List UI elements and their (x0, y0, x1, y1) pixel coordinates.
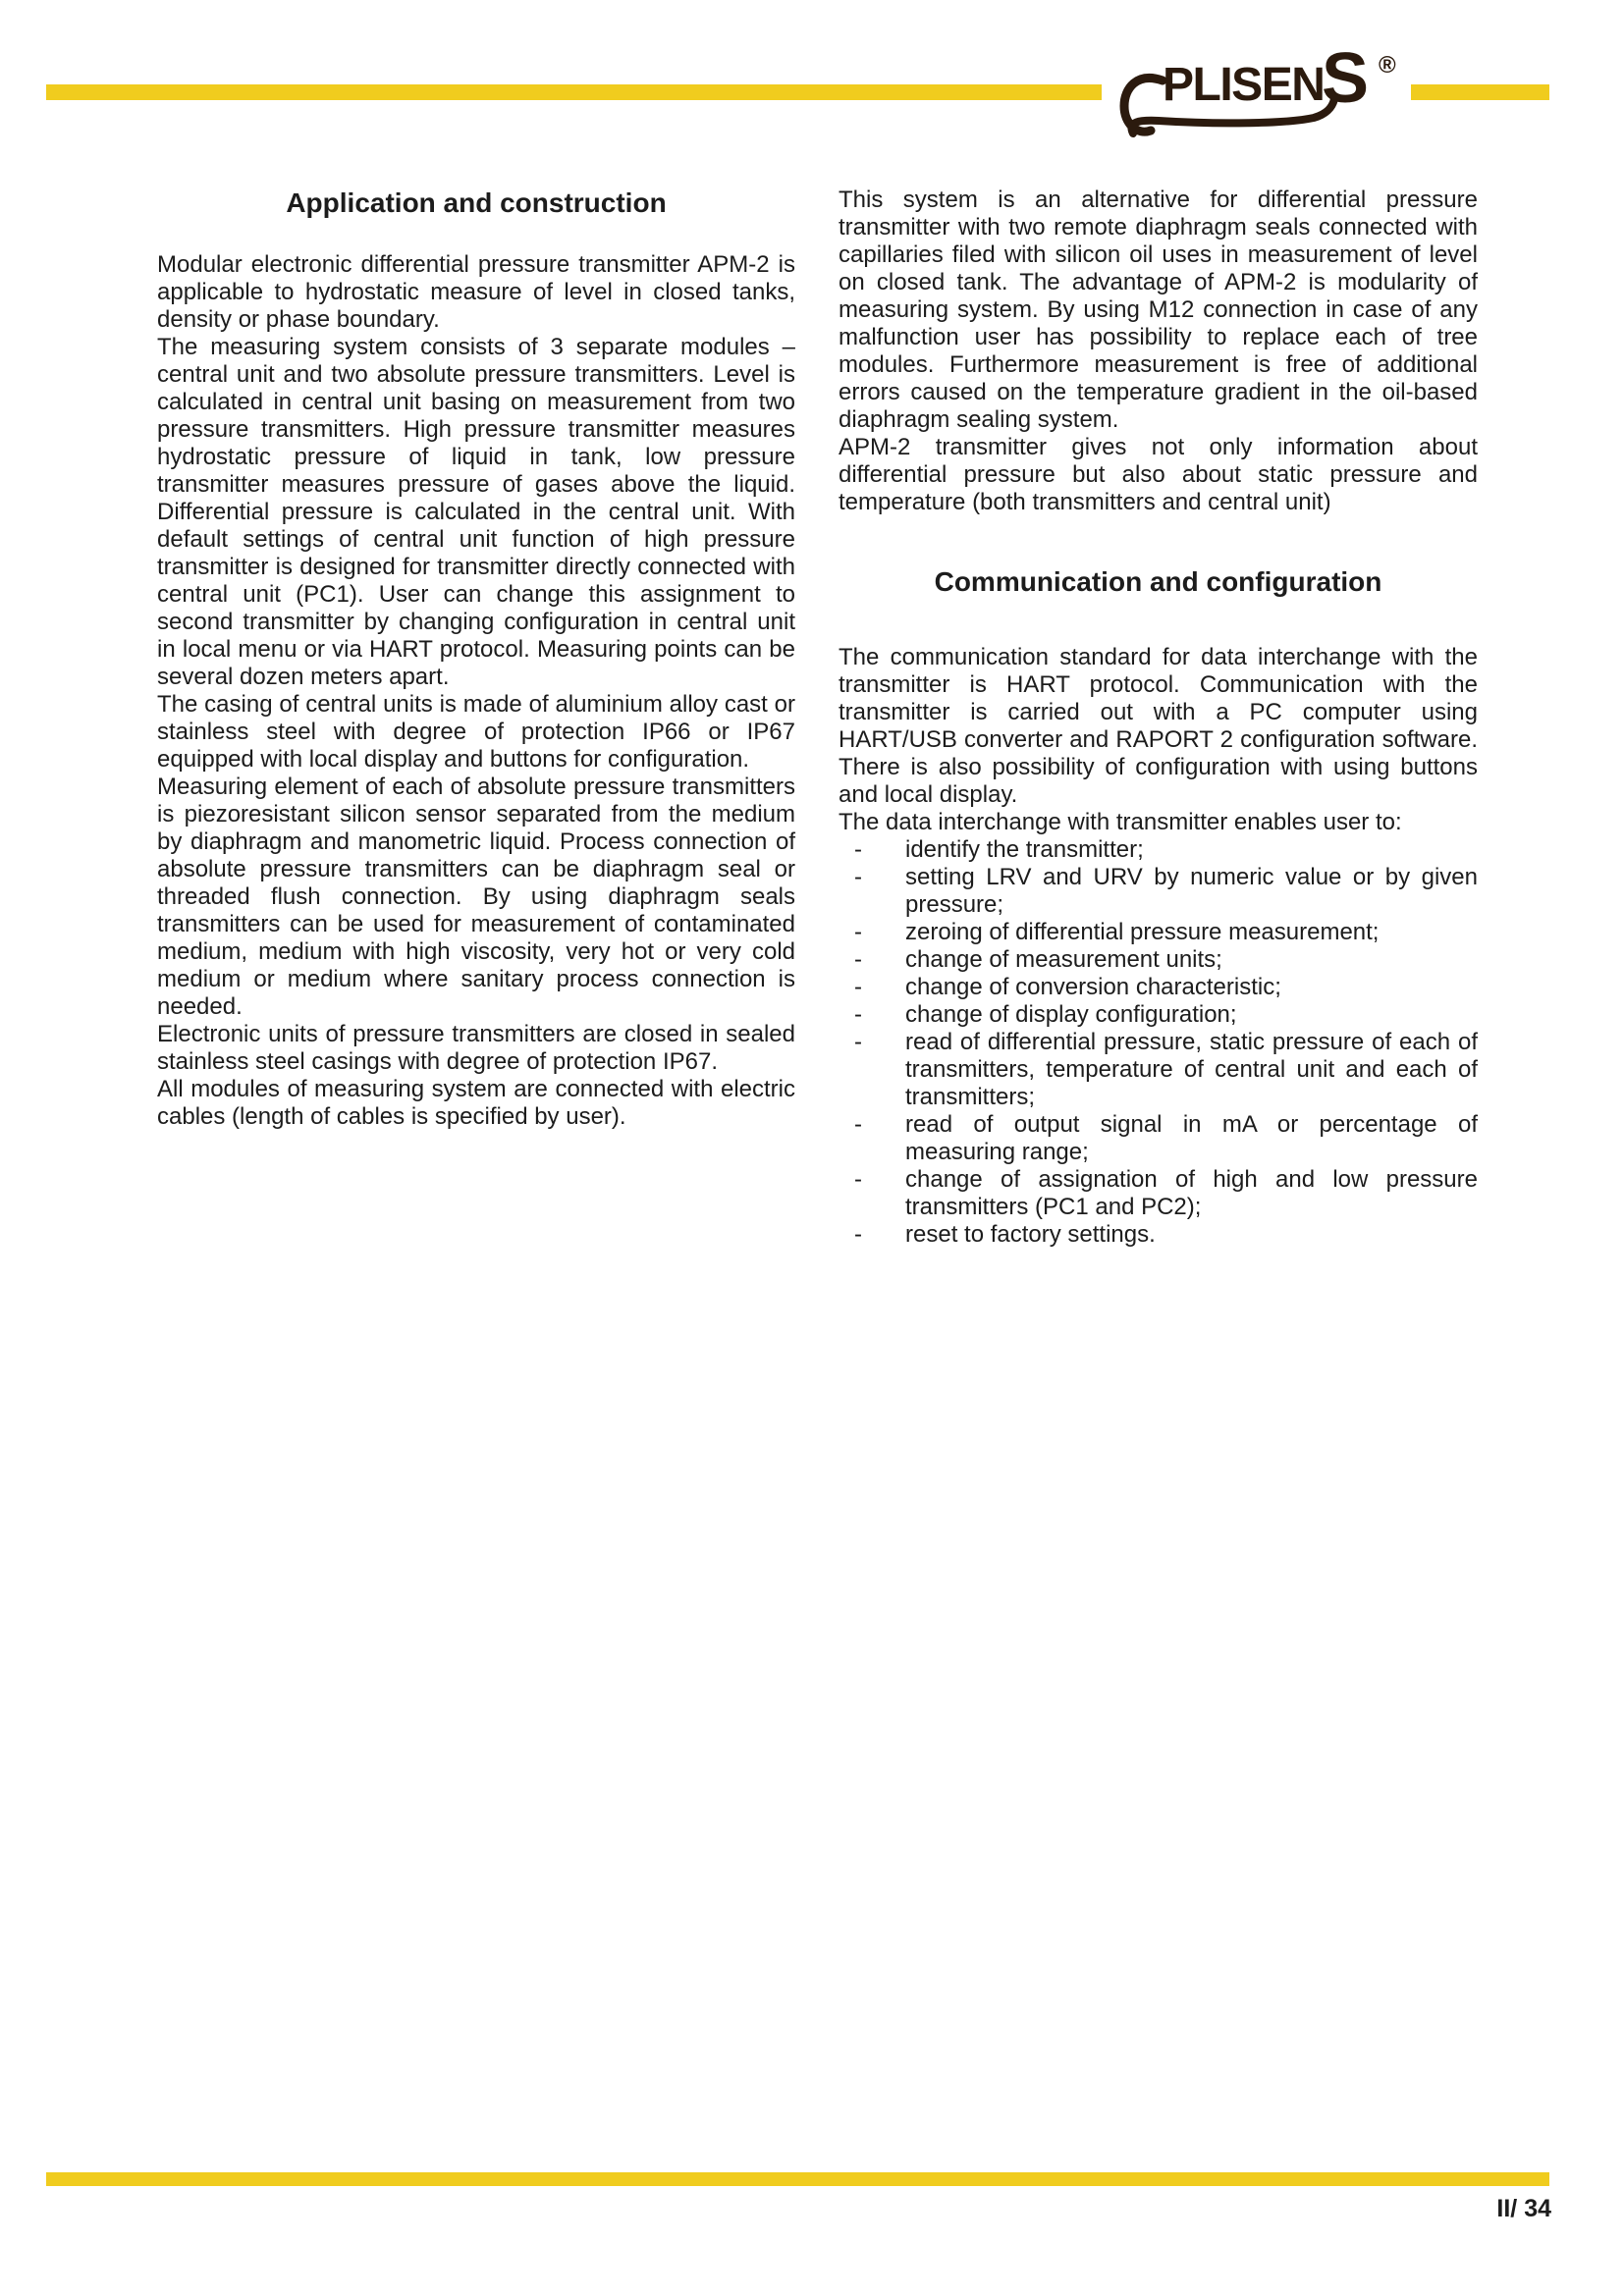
dash-marker: - (854, 974, 862, 1000)
list-item (839, 946, 1478, 974)
list-item-text: change of conversion characteristic; (905, 974, 1281, 1000)
paragraph: The casing of central units is made of aluminium alloy cast or stainless steel with degree of protection IP66 or IP67 equipped with local display and buttons for configuration. (157, 691, 795, 773)
logo-terminal-s: S (1322, 45, 1370, 118)
list-item (839, 1001, 1478, 1029)
paragraph: The measuring system consists of 3 separate modules – central unit and two absolute pressure transmitters. Level is calculated in central unit basing on measurement from two pressure transmitters. High pressure transmitter measures hydrostatic pressure of liquid in tank, low pressure transmitter measures pressure of gases above the liquid. Differential pressure is calculated in the central unit. With default settings of central unit function of high pressure transmitter is designed for transmitter directly connected with central unit (PC1). User can change this assignment to second transmitter by changing configuration in central unit in local menu or via HART protocol. Measuring points can be several dozen meters apart. (157, 334, 795, 690)
list-item-text: zeroing of differential pressure measurement; (905, 919, 1380, 945)
list-item (839, 1111, 1478, 1166)
list-item-text: setting LRV and URV by numeric value or by given pressure; (905, 864, 1478, 918)
aplisens-logo-icon (1117, 45, 1412, 143)
header-rule-right (1411, 84, 1549, 100)
list-item-text: change of measurement units; (905, 946, 1222, 973)
capability-list (839, 836, 1478, 1249)
paragraph: Modular electronic differential pressure transmitter APM-2 is applicable to hydrostatic measure of level in closed tanks, density or phase boundary. (157, 251, 795, 333)
dash-marker: - (854, 864, 862, 890)
dash-marker: - (854, 1111, 862, 1138)
dash-marker: - (854, 836, 862, 863)
list-item-text: change of assignation of high and low pressure transmitters (PC1 and PC2); (905, 1166, 1478, 1220)
paragraph: This system is an alternative for differential pressure transmitter with two remote diaphragm seals connected with capillaries filed with silicon oil uses in measurement of level on closed tank. The advantage of APM-2 is modularity of measuring system. By using M12 connection in case of any malfunction user has possibility to replace each of tree modules. Furthermore measurement is free of additional errors caused on the temperature gradient in the oil-based diaphragm sealing system. (839, 187, 1478, 433)
list-item (839, 974, 1478, 1001)
list-item (839, 919, 1478, 946)
list-item (839, 1221, 1478, 1249)
registered-trademark-icon: ® (1379, 52, 1396, 79)
paragraph: Measuring element of each of absolute pressure transmitters is piezoresistant silicon sensor separated from the medium by diaphragm and manometric liquid. Process connection of absolute pressure transmitters can be diaphragm seal or threaded flush connection. By using diaphragm seals transmitters can be used for measurement of contaminated medium, medium with high viscosity, very hot or very cold medium or medium where sanitary process connection is needed. (157, 774, 795, 1020)
dash-marker: - (854, 1166, 862, 1193)
dash-marker: - (854, 1001, 862, 1028)
page-number: II/ 34 (1496, 2195, 1551, 2222)
list-item-text: reset to factory settings. (905, 1221, 1156, 1248)
paragraph: The data interchange with transmitter enables user to: (839, 809, 1402, 835)
list-item-text: read of output signal in mA or percentage of measuring range; (905, 1111, 1478, 1165)
right-column (839, 187, 1478, 1249)
section-heading-application: Application and construction (286, 187, 667, 218)
aplisens-logo (1117, 45, 1412, 143)
list-item (839, 1029, 1478, 1111)
dash-marker: - (854, 1029, 862, 1055)
list-item-text: read of differential pressure, static pressure of each of transmitters, temperature of central unit and each of transmitters; (905, 1029, 1478, 1110)
dash-marker: - (854, 919, 862, 945)
list-item-text: change of display configuration; (905, 1001, 1237, 1028)
section-heading-communication: Communication and configuration (934, 566, 1382, 597)
paragraph: Electronic units of pressure transmitters are closed in sealed stainless steel casings with degree of protection IP67. (157, 1021, 795, 1075)
paragraph: All modules of measuring system are connected with electric cables (length of cables is specified by user). (157, 1076, 795, 1130)
footer-rule (46, 2172, 1549, 2186)
list-item (839, 836, 1478, 864)
header-rule-left (46, 84, 1102, 100)
list-item-text: identify the transmitter; (905, 836, 1144, 863)
list-item (839, 864, 1478, 919)
left-column (157, 187, 795, 1131)
logo-wordmark: PLISEN (1163, 59, 1325, 111)
paragraph: The communication standard for data interchange with the transmitter is HART protocol. Communication with the transmitter is carried out with a PC computer using HART/USB converter and RAPORT 2 configuration software. There is also possibility of configuration with using buttons and local display. (839, 644, 1478, 808)
list-item (839, 1166, 1478, 1221)
paragraph: APM-2 transmitter gives not only information about differential pressure but also about static pressure and temperature (both transmitters and central unit) (839, 434, 1478, 515)
dash-marker: - (854, 1221, 862, 1248)
dash-marker: - (854, 946, 862, 973)
